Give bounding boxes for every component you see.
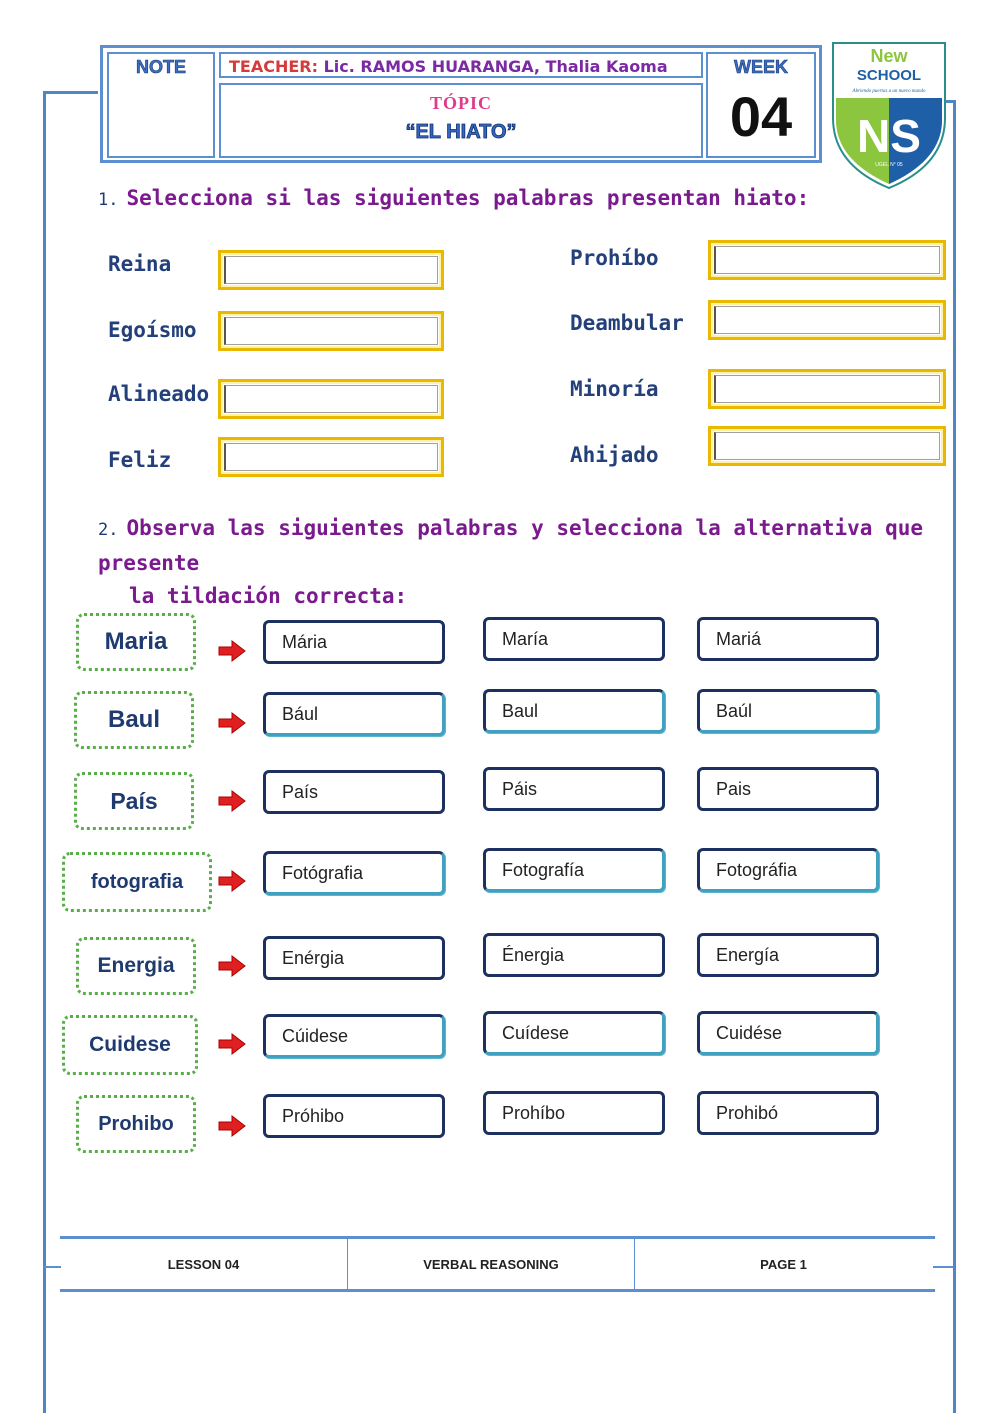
footer-lesson: LESSON 04 bbox=[167, 1256, 240, 1272]
answer-box-left-3[interactable] bbox=[218, 379, 444, 419]
option-6-b[interactable]: Cuídese bbox=[483, 1011, 665, 1055]
page-frame-top bbox=[43, 91, 98, 94]
word-left-1: Reina bbox=[108, 252, 172, 276]
source-word-4: fotografia bbox=[62, 852, 212, 912]
week-number: 04 bbox=[729, 85, 793, 148]
option-4-c[interactable]: Fotográfia bbox=[697, 848, 879, 892]
word-left-3: Alineado bbox=[108, 382, 210, 406]
logo-ugel: UGEL N° 05 bbox=[875, 162, 903, 168]
option-3-a[interactable]: País bbox=[263, 770, 445, 814]
question-2-number: 2. bbox=[98, 520, 119, 540]
week-label: WEEK bbox=[734, 57, 788, 77]
option-5-a[interactable]: Enérgia bbox=[263, 936, 445, 980]
logo-letters: NS bbox=[857, 110, 921, 162]
source-word-7: Prohibo bbox=[76, 1095, 196, 1153]
option-1-a[interactable]: Mária bbox=[263, 620, 445, 664]
word-right-4: Ahijado bbox=[570, 443, 659, 467]
week-cell bbox=[706, 52, 816, 158]
worksheet-header bbox=[100, 45, 822, 163]
arrow-icon bbox=[218, 711, 246, 735]
arrow-icon bbox=[218, 1114, 246, 1138]
answer-box-left-2[interactable] bbox=[218, 311, 444, 351]
answer-box-left-1[interactable] bbox=[218, 250, 444, 290]
option-5-b[interactable]: Énergia bbox=[483, 933, 665, 977]
word-left-2: Egoísmo bbox=[108, 318, 197, 342]
question-1 bbox=[98, 186, 958, 210]
teacher-line bbox=[229, 57, 668, 76]
option-1-b[interactable]: María bbox=[483, 617, 665, 661]
arrow-icon bbox=[218, 639, 246, 663]
teacher-cell bbox=[219, 52, 703, 78]
source-word-1: Maria bbox=[76, 613, 196, 671]
arrow-icon bbox=[218, 789, 246, 813]
option-7-b[interactable]: Prohíbo bbox=[483, 1091, 665, 1135]
topic-label: TÓPIC bbox=[429, 93, 492, 113]
option-3-b[interactable]: Páis bbox=[483, 767, 665, 811]
logo-text-new: New bbox=[870, 46, 908, 66]
question-2-text-line1: Observa las siguientes palabras y selecciona la alternativa que presente bbox=[98, 516, 923, 575]
logo-text-school: SCHOOL bbox=[856, 67, 922, 84]
arrow-icon bbox=[218, 954, 246, 978]
word-right-1: Prohíbo bbox=[570, 246, 659, 270]
option-7-a[interactable]: Próhibo bbox=[263, 1094, 445, 1138]
question-1-number: 1. bbox=[98, 190, 119, 210]
note-cell bbox=[107, 52, 215, 158]
question-2 bbox=[98, 512, 958, 613]
source-word-2: Baul bbox=[74, 691, 194, 749]
question-2-text-line2: la tildación correcta: bbox=[129, 584, 408, 608]
answer-box-left-4[interactable] bbox=[218, 437, 444, 477]
answer-box-right-1[interactable] bbox=[708, 240, 946, 280]
option-6-a[interactable]: Cúidese bbox=[263, 1014, 445, 1058]
footer-page: PAGE 1 bbox=[760, 1256, 807, 1272]
option-6-c[interactable]: Cuidése bbox=[697, 1011, 879, 1055]
source-word-5: Energia bbox=[76, 937, 196, 995]
answer-box-right-4[interactable] bbox=[708, 426, 946, 466]
option-2-c[interactable]: Baúl bbox=[697, 689, 879, 733]
question-1-text: Selecciona si las siguientes palabras presentan hiato: bbox=[126, 186, 810, 210]
school-logo bbox=[830, 40, 948, 190]
footer bbox=[60, 1236, 935, 1292]
option-4-a[interactable]: Fotógrafia bbox=[263, 851, 445, 895]
word-right-2: Deambular bbox=[570, 311, 684, 335]
topic-name: “EL HIATO” bbox=[405, 121, 517, 143]
arrow-icon bbox=[218, 869, 246, 893]
word-left-4: Feliz bbox=[108, 448, 172, 472]
source-word-6: Cuidese bbox=[62, 1015, 198, 1075]
page-frame-left bbox=[43, 92, 46, 1413]
topic-cell bbox=[219, 83, 703, 158]
option-7-c[interactable]: Prohibó bbox=[697, 1091, 879, 1135]
answer-box-right-2[interactable] bbox=[708, 300, 946, 340]
footer-subject: VERBAL REASONING bbox=[423, 1256, 559, 1272]
logo-tagline: Abriendo puertas a un nuevo mundo bbox=[852, 89, 926, 94]
option-2-a[interactable]: Bául bbox=[263, 692, 445, 736]
option-5-c[interactable]: Energía bbox=[697, 933, 879, 977]
footer-line-left bbox=[43, 1266, 61, 1268]
source-word-3: País bbox=[74, 772, 194, 830]
word-right-3: Minoría bbox=[570, 377, 659, 401]
teacher-label: TEACHER: bbox=[229, 57, 319, 76]
option-4-b[interactable]: Fotografía bbox=[483, 848, 665, 892]
option-2-b[interactable]: Baul bbox=[483, 689, 665, 733]
option-1-c[interactable]: Mariá bbox=[697, 617, 879, 661]
note-label: NOTE bbox=[135, 57, 186, 77]
option-3-c[interactable]: Pais bbox=[697, 767, 879, 811]
teacher-name: Lic. RAMOS HUARANGA, Thalia Kaoma bbox=[323, 57, 668, 76]
arrow-icon bbox=[218, 1032, 246, 1056]
footer-line-right bbox=[933, 1266, 953, 1268]
page-frame-right bbox=[953, 100, 956, 1413]
answer-box-right-3[interactable] bbox=[708, 369, 946, 409]
